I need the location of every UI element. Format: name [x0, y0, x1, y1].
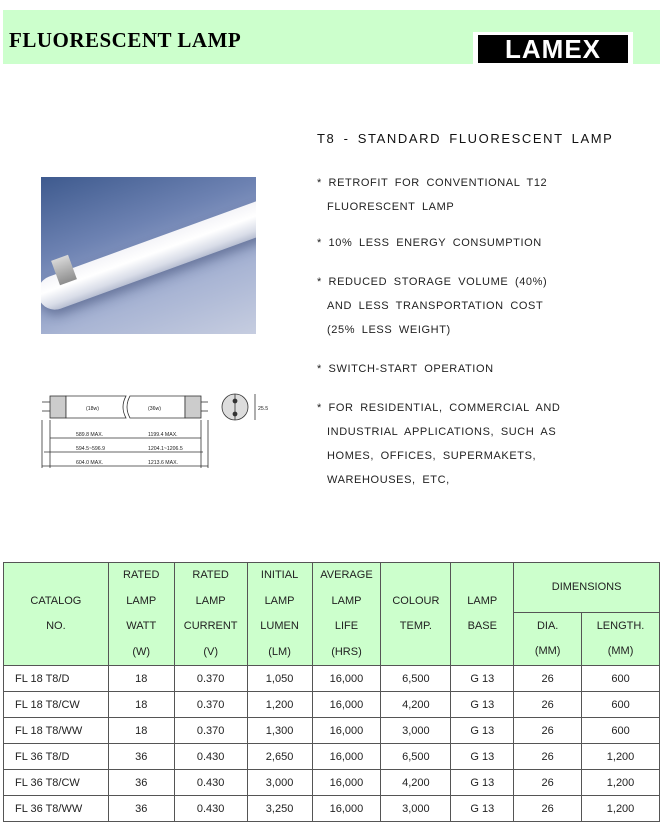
- tube-image: [41, 194, 256, 315]
- header-line: INITIAL: [260, 569, 299, 581]
- table-cell: FL 18 T8/CW: [4, 692, 109, 718]
- feature-line: * SWITCH-START OPERATION: [317, 363, 494, 375]
- feature-line: INDUSTRIAL APPLICATIONS, SUCH AS: [327, 426, 557, 438]
- feature-line: AND LESS TRANSPORTATION COST: [327, 300, 544, 312]
- table-cell: G 13: [451, 666, 514, 692]
- header-line: LIFE: [334, 620, 359, 632]
- table-cell: FL 18 T8/D: [4, 666, 109, 692]
- table-row: [4, 796, 660, 822]
- table-cell: 1,200: [582, 796, 660, 822]
- dim-label: 1213.6 MAX.: [148, 460, 178, 466]
- feature-item: [317, 396, 560, 492]
- table-cell: 6,500: [381, 744, 451, 770]
- table-cell: 26: [514, 666, 582, 692]
- header-line: CURRENT: [183, 620, 238, 632]
- table-cell: 18: [108, 692, 174, 718]
- table-cell: 6,500: [381, 666, 451, 692]
- header-line: LAMP: [195, 594, 226, 607]
- table-cell: 3,250: [247, 796, 312, 822]
- table-cell: 3,000: [381, 796, 451, 822]
- table-cell: G 13: [451, 796, 514, 822]
- table-cell: G 13: [451, 744, 514, 770]
- header-life: [312, 563, 381, 666]
- table-cell: 18: [108, 718, 174, 744]
- table-cell: 1,200: [582, 744, 660, 770]
- header-line: (W): [132, 645, 151, 658]
- table-cell: 16,000: [312, 796, 381, 822]
- lamp-photo: [41, 177, 256, 334]
- table-cell: 0.430: [174, 770, 247, 796]
- dim-label: 1199.4 MAX.: [148, 432, 178, 438]
- header-line: CATALOG: [30, 594, 82, 607]
- table-cell: 1,200: [247, 692, 312, 718]
- table-cell: 16,000: [312, 666, 381, 692]
- logo-text: LAMEX: [478, 35, 628, 63]
- dimension-drawing: [40, 386, 280, 472]
- header-line: DIA.: [536, 619, 559, 632]
- table-cell: 36: [108, 770, 174, 796]
- table-cell: FL 36 T8/D: [4, 744, 109, 770]
- table-cell: 16,000: [312, 692, 381, 718]
- table-cell: 26: [514, 692, 582, 718]
- dim-label: 589.8 MAX.: [76, 432, 104, 438]
- diameter-label: 25.5: [258, 406, 269, 412]
- table-cell: 36: [108, 796, 174, 822]
- table-cell: 600: [582, 666, 660, 692]
- table-cell: 36: [108, 744, 174, 770]
- table-cell: 600: [582, 692, 660, 718]
- table-row: [4, 718, 660, 744]
- table-cell: 1,300: [247, 718, 312, 744]
- header-line: (MM): [607, 645, 634, 657]
- header-dia: [514, 613, 582, 666]
- table-cell: G 13: [451, 770, 514, 796]
- header-line: AVERAGE: [320, 569, 373, 581]
- table-cell: 3,000: [247, 770, 312, 796]
- header-line: (HRS): [331, 645, 362, 658]
- header-line: NO.: [46, 620, 66, 632]
- feature-line: HOMES, OFFICES, SUPERMAKETS,: [327, 450, 537, 462]
- spec-title: T8 - STANDARD FLUORESCENT LAMP: [317, 131, 614, 146]
- table-row: [4, 666, 660, 692]
- table-cell: 0.370: [174, 692, 247, 718]
- table-cell: 16,000: [312, 770, 381, 796]
- right-tube-label: (36w): [148, 406, 161, 412]
- table-cell: 3,000: [381, 718, 451, 744]
- header-line: LAMP: [331, 594, 362, 607]
- header-base: [451, 563, 514, 666]
- feature-line: FLUORESCENT LAMP: [327, 201, 455, 213]
- feature-item: [317, 270, 547, 342]
- table-cell: 4,200: [381, 692, 451, 718]
- header-line: RATED: [192, 569, 229, 581]
- dim-label: 1204.1~1206.5: [148, 446, 183, 452]
- feature-item: [317, 171, 547, 219]
- header-line: COLOUR: [392, 594, 440, 607]
- header-length: [582, 613, 660, 666]
- feature-line: (25% LESS WEIGHT): [327, 324, 451, 336]
- feature-line: * REDUCED STORAGE VOLUME (40%): [317, 276, 548, 288]
- header-line: LAMP: [264, 594, 295, 607]
- table-cell: 26: [514, 770, 582, 796]
- left-tube-label: (18w): [86, 406, 99, 412]
- header-colour: [381, 563, 451, 666]
- header-line: (V): [203, 645, 218, 658]
- table-cell: 2,650: [247, 744, 312, 770]
- brand-logo: [473, 32, 633, 68]
- table-row: [4, 744, 660, 770]
- table-cell: 0.370: [174, 666, 247, 692]
- header-line: TEMP.: [399, 620, 432, 632]
- dim-label: 594.5~596.9: [76, 446, 105, 452]
- header-line: LAMP: [467, 594, 498, 607]
- feature-line: * FOR RESIDENTIAL, COMMERCIAL AND: [317, 402, 561, 414]
- table-cell: 0.430: [174, 744, 247, 770]
- feature-item: [317, 231, 542, 255]
- header-line: LENGTH.: [596, 619, 645, 632]
- header-line: (LM): [268, 645, 291, 658]
- table-cell: 18: [108, 666, 174, 692]
- header-catalog: [4, 563, 109, 666]
- feature-line: * RETROFIT FOR CONVENTIONAL T12: [317, 177, 548, 189]
- spec-table: [3, 562, 660, 822]
- table-cell: 1,050: [247, 666, 312, 692]
- header-current: [174, 563, 247, 666]
- table-cell: 26: [514, 744, 582, 770]
- feature-line: WAREHOUSES, ETC,: [327, 474, 450, 486]
- feature-line: * 10% LESS ENERGY CONSUMPTION: [317, 237, 542, 249]
- table-cell: FL 36 T8/WW: [4, 796, 109, 822]
- header-line: BASE: [467, 620, 497, 632]
- page-title: FLUORESCENT LAMP: [9, 28, 242, 52]
- table-row: [4, 770, 660, 796]
- table-cell: G 13: [451, 718, 514, 744]
- table-cell: G 13: [451, 692, 514, 718]
- header-line: LUMEN: [260, 620, 299, 632]
- table-cell: 4,200: [381, 770, 451, 796]
- header-line: (MM): [534, 645, 561, 657]
- table-cell: FL 36 T8/CW: [4, 770, 109, 796]
- table-cell: 0.370: [174, 718, 247, 744]
- header-lumen: [247, 563, 312, 666]
- spec-table-body: [4, 666, 660, 822]
- header-dimensions: DIMENSIONS: [514, 563, 660, 613]
- header-line: LAMP: [126, 594, 157, 607]
- table-cell: 1,200: [582, 770, 660, 796]
- table-row: [4, 692, 660, 718]
- header-line: RATED: [123, 569, 160, 581]
- table-cell: 26: [514, 796, 582, 822]
- header-line: WATT: [126, 620, 157, 632]
- header-banner: [3, 10, 660, 64]
- table-cell: FL 18 T8/WW: [4, 718, 109, 744]
- table-cell: 0.430: [174, 796, 247, 822]
- feature-item: [317, 357, 494, 381]
- table-cell: 16,000: [312, 744, 381, 770]
- table-cell: 16,000: [312, 718, 381, 744]
- dim-label: 604.0 MAX.: [76, 460, 104, 466]
- table-cell: 600: [582, 718, 660, 744]
- header-watt: [108, 563, 174, 666]
- table-cell: 26: [514, 718, 582, 744]
